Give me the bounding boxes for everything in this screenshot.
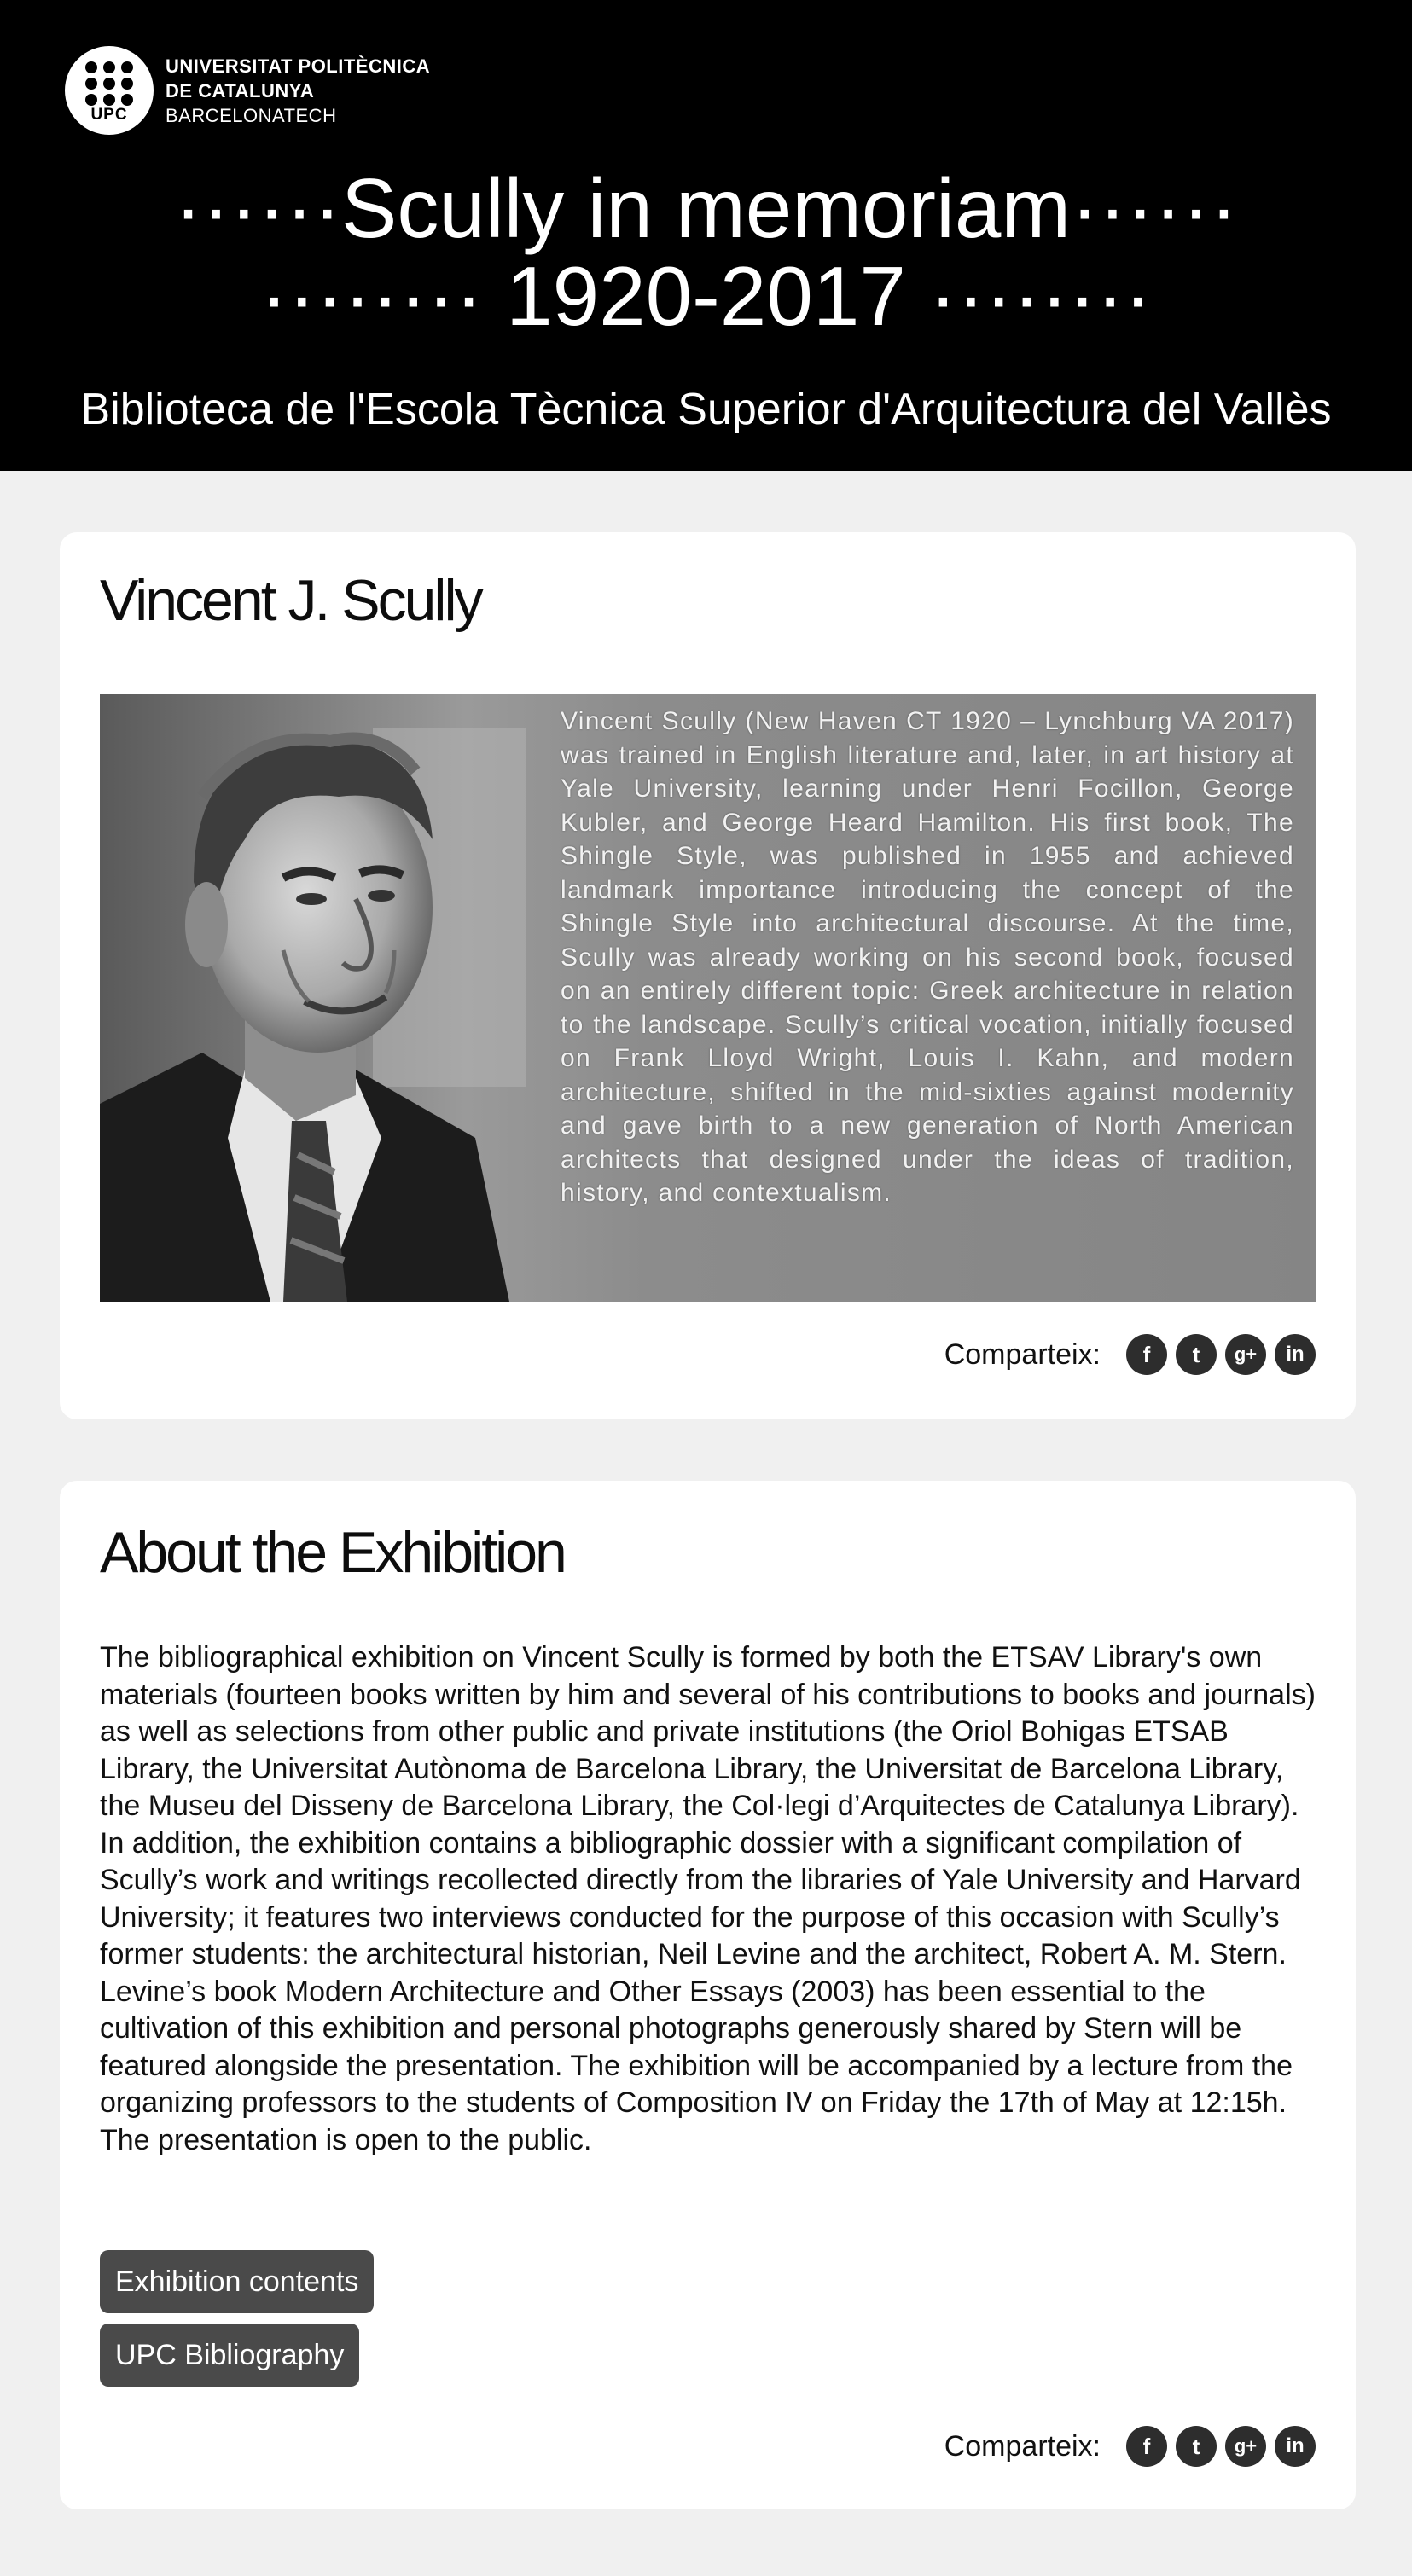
biography-card xyxy=(60,532,1356,1419)
page-title-line-2: ········ 1920-2017 ········ xyxy=(259,249,1153,343)
scully-portrait-photo xyxy=(100,694,1316,1302)
logo-line-3: BARCELONATECH xyxy=(166,104,337,126)
exhibition-contents-button[interactable]: Exhibition contents xyxy=(100,2250,374,2313)
biography-text: Vincent Scully (New Haven CT 1920 – Lynchburg VA 2017) was trained in English literature and, later, in art history at Yale University, learning under Henri Focillon, George Kubler, and George Heard Hamilton. His first book, The Shingle Style, was published in 1955 and achieved landmark importance introducing the concept of the Shingle Style into architectural discourse. At the time, Scully was already working on his second book, focused on an entirely different topic: Greek architecture in relation to the landscape. Scully’s critical vocation, initially focused on Frank Lloyd Wright, Louis I. Kahn, and modern architecture, shifted in the mid-sixties against modernity and gave birth to a new generation of North American architects that designed under the ideas of tradition, history, and contextualism. xyxy=(561,707,1294,1207)
logo-mark-text: UPC xyxy=(90,106,128,124)
page-title-line-1: ······Scully in memoriam······ xyxy=(174,161,1238,255)
share-label: Comparteix: xyxy=(944,2429,1101,2463)
logo-wordmark xyxy=(166,54,430,128)
facebook-icon[interactable]: f xyxy=(1126,2426,1167,2467)
upc-bibliography-button[interactable]: UPC Bibliography xyxy=(100,2324,359,2387)
google-plus-icon[interactable]: g+ xyxy=(1225,1334,1266,1375)
upc-logo[interactable] xyxy=(65,46,430,135)
biography-title: Vincent J. Scully xyxy=(100,568,481,633)
exhibition-description: The bibliographical exhibition on Vincent Scully is formed by both the ETSAV Library's own materials (fourteen books written by him and several of his contributions to books and journals) as well as selections from other public and private institutions (the Oriol Bohigas ETSAB Library, the Universitat Autònoma de Barcelona Library, the Universitat de Barcelona Library, the Museu del Disseny de Barcelona Library, the Col·legi d’Arquitectes de Catalunya Library). In addition, the exhibition contains a bibliographic dossier with a significant compilation of Scully’s work and writings recollected directly from the libraries of Yale University and Harvard University; it features two interviews conducted for the purpose of this occasion with Scully’s former students: the architectural historian, Neil Levine and the architect, Robert A. M. Stern. Levine’s book Modern Architecture and Other Essays (2003) has been essential to the cultivation of this exhibition and personal photographs generously shared by Stern will be featured alongside the presentation. The exhibition will be accompanied by a lecture from the organizing professors to the students of Composition IV on Friday the 17th of May at 12:15h. The presentation is open to the public. xyxy=(100,1641,1316,2156)
twitter-icon[interactable]: t xyxy=(1176,1334,1217,1375)
google-plus-icon[interactable]: g+ xyxy=(1225,2426,1266,2467)
linkedin-icon[interactable]: in xyxy=(1275,1334,1316,1375)
page-header xyxy=(0,0,1412,471)
share-label: Comparteix: xyxy=(944,1337,1101,1371)
facebook-icon[interactable]: f xyxy=(1126,1334,1167,1375)
exhibition-title: About the Exhibition xyxy=(100,1520,565,1585)
upc-logo-mark xyxy=(65,46,154,135)
twitter-icon[interactable]: t xyxy=(1176,2426,1217,2467)
linkedin-icon[interactable]: in xyxy=(1275,2426,1316,2467)
page-subtitle: Biblioteca de l'Escola Tècnica Superior d'Arquitectura del Vallès xyxy=(80,385,1332,434)
share-bar xyxy=(944,1334,1316,1375)
exhibition-card xyxy=(60,1481,1356,2509)
share-bar xyxy=(944,2426,1316,2467)
logo-line-2: DE CATALUNYA xyxy=(166,79,315,102)
logo-line-1: UNIVERSITAT POLITÈCNICA xyxy=(166,55,431,77)
